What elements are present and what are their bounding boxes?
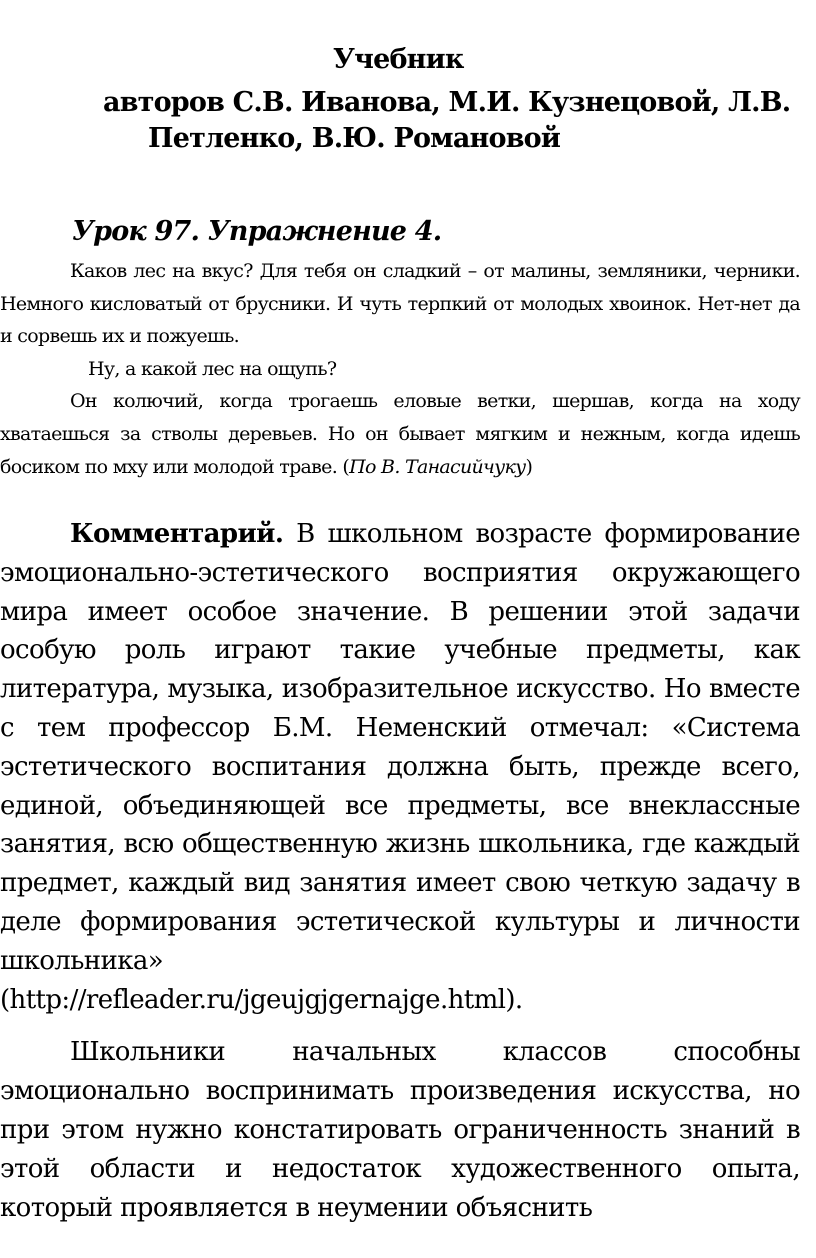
commentary-source: (http://refleader.ru/jgeujgjgernajge.html).	[0, 984, 523, 1015]
textbook-title: Учебник	[333, 44, 464, 75]
exercise-author: По В. Танасийчуку	[349, 455, 526, 478]
exercise-closing-paren: )	[525, 455, 533, 478]
textbook-authors-line-2: Петленко, В.Ю. Романовой	[148, 123, 561, 154]
commentary-label: Комментарий.	[70, 519, 284, 549]
commentary-text-1: В школьном возрасте формирование эмоционально-эстетического восприятия окружающего мира имеет особое значение. В решении этой задачи особую роль играют такие учебные предметы, как литература, музыка, изобразительное искусство. Но вместе с тем профессор Б.М. Неменский отмечал: «Система эстетического воспитания должна быть, прежде всего, единой, объединяющей все предметы, все внеклассные занятия, всю общественную жизнь школьника, где каждый предмет, каждый вид занятия имеет свою четкую задачу в деле формирования эстетической культуры и личности школьника»	[0, 519, 800, 976]
commentary-paragraph-2: Школьники начальных классов способны эмоционально воспринимать произведения искусства, но при этом нужно констатировать ограниченность знаний в этой области и недостаток художественного опыта, который проявляется в неумении объяснить	[0, 1037, 800, 1223]
exercise-paragraph-1: Каков лес на вкус? Для тебя он сладкий – от малины, земляники, черники. Немного кисловатый от брусники. И чуть терпкий от молодых хвоинок. Нет-нет да и сорвешь их и пожуешь.	[0, 260, 800, 348]
exercise-text	[0, 255, 800, 483]
exercise-paragraph-3-text: Он колючий, когда трогаешь еловые ветки, шершав, когда на ходу хватаешься за стволы деревьев. Но он бывает мягким и нежным, когда идешь босиком по мху или молодой траве. (	[0, 390, 800, 478]
lesson-heading: Урок 97. Упражнение 4.	[72, 216, 442, 247]
exercise-paragraph-3	[0, 385, 800, 483]
commentary-section	[0, 515, 800, 1227]
commentary-paragraph-1	[0, 515, 800, 981]
textbook-authors-line-1: авторов С.В. Иванова, М.И. Кузнецовой, Л.В.	[103, 87, 791, 118]
exercise-paragraph-2: Ну, а какой лес на ощупь?	[88, 357, 337, 380]
